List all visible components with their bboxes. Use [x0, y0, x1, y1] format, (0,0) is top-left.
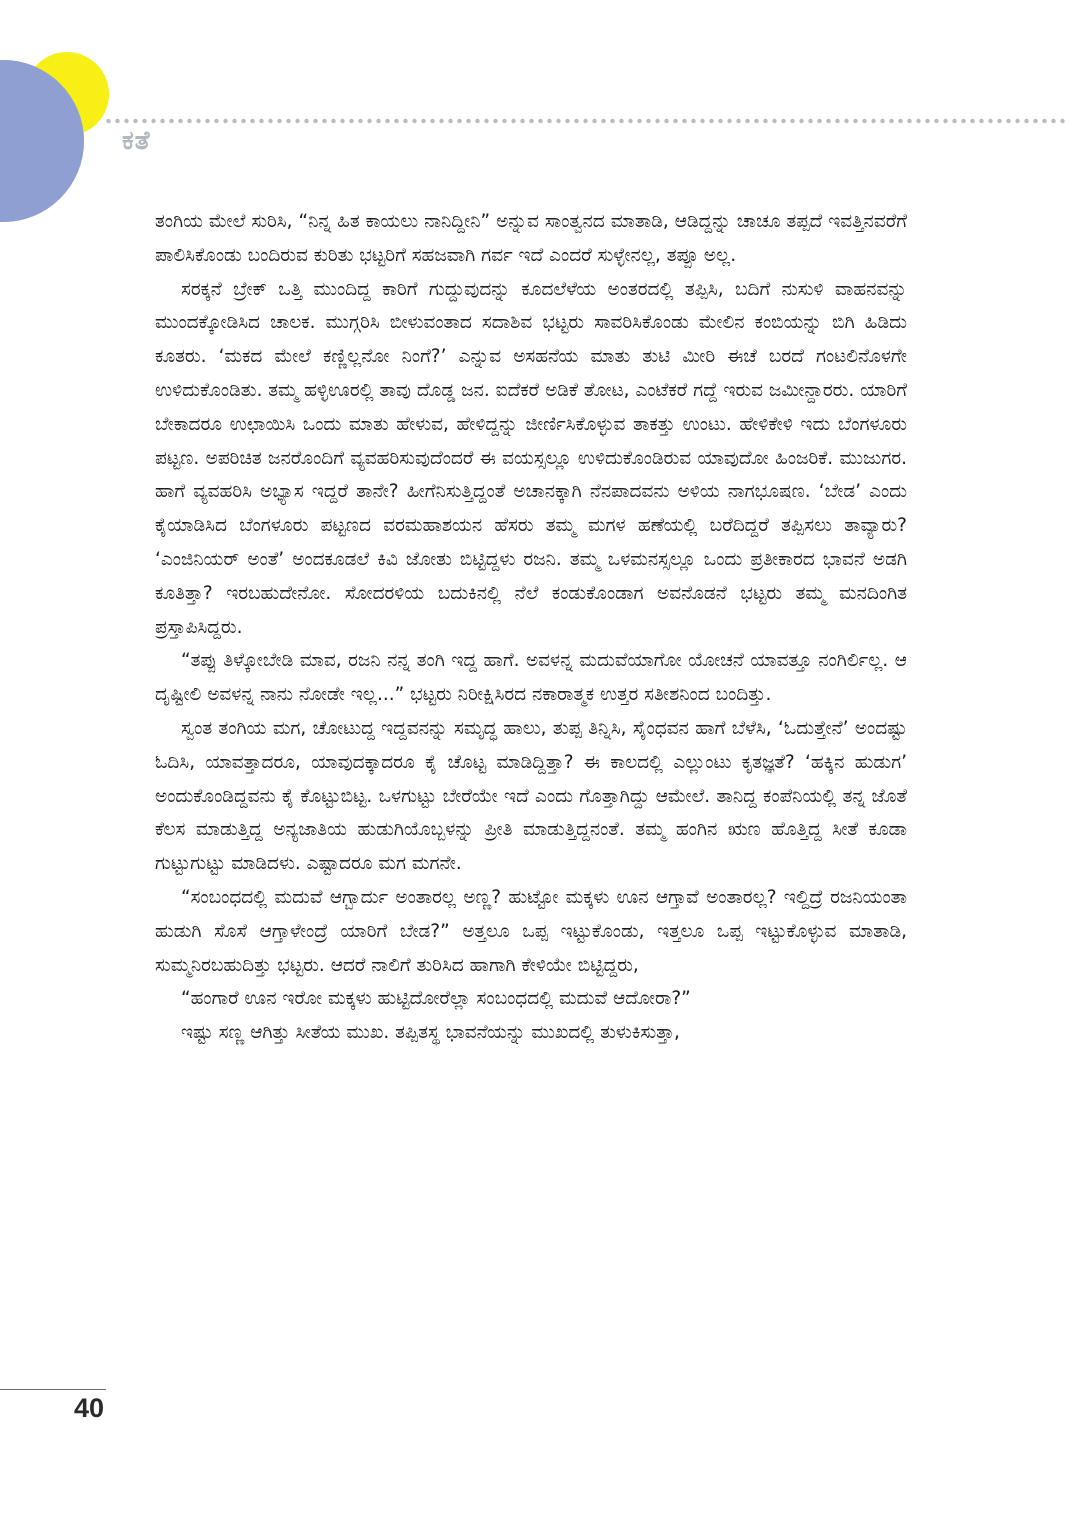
paragraph: “ಸಂಬಂಧದಲ್ಲಿ ಮದುವೆ ಆಗ್ಬಾರ್ದು ಅಂತಾರಲ್ಲ ಅಣ್ಣ? ಹುಟ್ಟೋ ಮಕ್ಕಳು ಊನ ಆಗ್ತಾವೆ ಅಂತಾರಲ್ಲ? ಇಲ್ದಿದ್ರೆ ರಜನಿಯಂತಾ ಹುಡುಗಿ ಸೊಸೆ ಆಗ್ತಾಳೇಂದ್ರೆ ಯಾರಿಗೆ ಬೇಡ?” ಅತ್ತಲೂ ಒಪ್ಪ ಇಟ್ಟುಕೊಂಡು, ಇತ್ತಲೂ ಒಪ್ಪ ಇಟ್ಟುಕೊಳ್ಳುವ ಮಾತಾಡಿ, ಸುಮ್ಮನಿರಬಹುದಿತ್ತು ಭಟ್ಟರು. ಆದರೆ ನಾಲಿಗೆ ತುರಿಸಿದ ಹಾಗಾಗಿ ಕೇಳಿಯೇ ಬಿಟ್ಟಿದ್ದರು,	[155, 886, 907, 976]
paragraph: “ತಪ್ಪು ತಿಳ್ಕೋಬೇಡಿ ಮಾವ, ರಜನಿ ನನ್ನ ತಂಗಿ ಇದ್ದ ಹಾಗೆ. ಅವಳನ್ನ ಮದುವೆಯಾಗೋ ಯೋಚನೆ ಯಾವತ್ತೂ ನಂಗಿರ್ಲಿಲ್ಲ. ಆ ದೃಷ್ಟೀಲಿ ಅವಳನ್ನ ನಾನು ನೋಡೇ ಇಲ್ಲ...” ಭಟ್ಟರು ನಿರೀಕ್ಷಿಸಿರದ ನಕಾರಾತ್ಮಕ ಉತ್ತರ ಸತೀಶನಿಂದ ಬಂದಿತ್ತು.	[155, 650, 907, 706]
footer-rule	[0, 1389, 106, 1390]
paragraph: ತಂಗಿಯ ಮೇಲೆ ಸುರಿಸಿ, “ನಿನ್ನ ಹಿತ ಕಾಯಲು ನಾನಿದ್ದೀನಿ” ಅನ್ನುವ ಸಾಂತ್ವನದ ಮಾತಾಡಿ, ಆಡಿದ್ದನ್ನು ಚಾಚೂ ತಪ್ಪದೆ ಇವತ್ತಿನವರೆಗೆ ಪಾಲಿಸಿಕೊಂಡು ಬಂದಿರುವ ಕುರಿತು ಭಟ್ಟರಿಗೆ ಸಹಜವಾಗಿ ಗರ್ವ ಇದೆ ಎಂದರೆ ಸುಳ್ಳೇನಲ್ಲ, ತಪ್ಪೂ ಅಲ್ಲ.	[155, 211, 907, 266]
page-number: 40	[74, 1393, 105, 1423]
paragraph: ಇಷ್ಟು ಸಣ್ಣ ಆಗಿತ್ತು ಸೀತೆಯ ಮುಖ. ತಪ್ಪಿತಸ್ಥ ಭಾವನೆಯನ್ನು ಮುಖದಲ್ಲಿ ತುಳುಕಿಸುತ್ತಾ,	[181, 1022, 680, 1044]
header-dotted-rule	[104, 118, 1066, 124]
paragraph: ಸರಕ್ಕನೆ ಬ್ರೇಕ್ ಒತ್ತಿ ಮುಂದಿದ್ದ ಕಾರಿಗೆ ಗುದ್ದುವುದನ್ನು ಕೂದಲೆಳೆಯ ಅಂತರದಲ್ಲಿ ತಪ್ಪಿಸಿ, ಬದಿಗೆ ನುಸುಳಿ ವಾಹನವನ್ನು ಮುಂದಕ್ಕೋಡಿಸಿದ ಚಾಲಕ. ಮುಗ್ಗರಿಸಿ ಬೀಳುವಂತಾದ ಸದಾಶಿವ ಭಟ್ಟರು ಸಾವರಿಸಿಕೊಂಡು ಮೇಲಿನ ಕಂಬಿಯನ್ನು ಬಿಗಿ ಹಿಡಿದು ಕೂತರು. ‘ಮಕದ ಮೇಲೆ ಕಣ್ಣಿಲ್ಲನೋ ನಿಂಗೆ?’ ಎನ್ನುವ ಅಸಹನೆಯ ಮಾತು ತುಟಿ ಮೀರಿ ಈಚೆ ಬರದೆ ಗಂಟಲಿನೊಳಗೇ ಉಳಿದುಕೊಂಡಿತು. ತಮ್ಮ ಹಳ್ಳಿಊರಲ್ಲಿ ತಾವು ದೊಡ್ಡ ಜನ. ಐದೆಕರೆ ಅಡಿಕೆ ತೋಟ, ಎಂಟೆಕರೆ ಗದ್ದೆ ಇರುವ ಜಮೀನ್ದಾರರು. ಯಾರಿಗೆ ಬೇಕಾದರೂ ಉಛಾಯಿಸಿ ಒಂದು ಮಾತು ಹೇಳುವ, ಹೇಳಿದ್ದನ್ನು ಜೀರ್ಣಿಸಿಕೊಳ್ಳುವ ತಾಕತ್ತು ಉಂಟು. ಹೇಳಿಕೇಳಿ ಇದು ಬೆಂಗಳೂರು ಪಟ್ಟಣ. ಅಪರಿಚಿತ ಜನರೊಂದಿಗೆ ವ್ಯವಹರಿಸುವುದೆಂದರೆ ಈ ವಯಸ್ಸಲ್ಲೂ ಉಳಿದುಕೊಂಡಿರುವ ಯಾವುದೋ ಹಿಂಜರಿಕೆ. ಮುಜುಗರ. ಹಾಗೆ ವ್ಯವಹರಿಸಿ ಅಭ್ಯಾಸ ಇದ್ದರೆ ತಾನೇ? ಹೀಗೆನಿಸುತ್ತಿದ್ದಂತೆ ಅಚಾನಕ್ಕಾಗಿ ನೆನಪಾದವನು ಅಳಿಯ ನಾಗಭೂಷಣ. ‘ಬೇಡ’ ಎಂದು ಕೈಯಾಡಿಸಿದ ಬೆಂಗಳೂರು ಪಟ್ಟಣದ ವರಮಹಾಶಯನ ಹೆಸರು ತಮ್ಮ ಮಗಳ ಹಣೆಯಲ್ಲಿ ಬರೆದಿದ್ದರೆ ತಪ್ಪಿಸಲು ತಾವ್ಯಾರು? ‘ಎಂಜಿನಿಯರ್ ಅಂತೆ’ ಅಂದಕೂಡಲೆ ಕಿವಿ ಜೋತು ಬಿಟ್ಟಿದ್ದಳು ರಜನಿ. ತಮ್ಮ ಒಳಮನಸ್ಸಲ್ಲೂ ಒಂದು ಪ್ರತೀಕಾರದ ಭಾವನೆ ಅಡಗಿ ಕೂತಿತ್ತಾ? ಇರಬಹುದೇನೋ. ಸೋದರಳಿಯ ಬದುಕಿನಲ್ಲಿ ನೆಲೆ ಕಂಡುಕೊಂಡಾಗ ಅವನೊಡನೆ ಭಟ್ಟರು ತಮ್ಮ ಮನದಿಂಗಿತ ಪ್ರಸ್ತಾಪಿಸಿದ್ದರು.	[155, 278, 907, 638]
section-label: ಕತೆ	[122, 126, 151, 156]
story-body	[155, 205, 907, 1050]
paragraph: “ಹಂಗಾರೆ ಊನ ಇರೋ ಮಕ್ಕಳು ಹುಟ್ಟಿದೋರೆಲ್ಲಾ ಸಂಬಂಧದಲ್ಲಿ ಮದುವೆ ಆದೋರಾ?”	[181, 988, 691, 1010]
paragraph: ಸ್ವಂತ ತಂಗಿಯ ಮಗ, ಚೋಟುದ್ದ ಇದ್ದವನನ್ನು ಸಮೃದ್ಧ ಹಾಲು, ತುಪ್ಪ ತಿನ್ನಿಸಿ, ಸೈಂಧವನ ಹಾಗೆ ಬೆಳೆಸಿ, ‘ಓದುತ್ತೇನೆ’ ಅಂದಷ್ಟು ಓದಿಸಿ, ಯಾವತ್ತಾದರೂ, ಯಾವುದಕ್ಕಾದರೂ ಕೈ ಚೊಟ್ಟ ಮಾಡಿದ್ದಿತ್ತಾ? ಈ ಕಾಲದಲ್ಲಿ ಎಲ್ಲುಂಟು ಕೃತಜ್ಞತೆ? ‘ಹಕ್ಕಿನ ಹುಡುಗ’ ಅಂದುಕೊಂಡಿದ್ದವನು ಕೈ ಕೊಟ್ಟುಬಿಟ್ಟ. ಒಳಗುಟ್ಟು ಬೇರೆಯೇ ಇದೆ ಎಂದು ಗೊತ್ತಾಗಿದ್ದು ಆಮೇಲೆ. ತಾನಿದ್ದ ಕಂಪೆನಿಯಲ್ಲಿ ತನ್ನ ಜೊತೆ ಕೆಲಸ ಮಾಡುತ್ತಿದ್ದ ಅನ್ಯಜಾತಿಯ ಹುಡುಗಿಯೊಬ್ಬಳನ್ನು ಪ್ರೀತಿ ಮಾಡುತ್ತಿದ್ದನಂತೆ. ತಮ್ಮ ಹಂಗಿನ ಋಣ ಹೊತ್ತಿದ್ದ ಸೀತೆ ಕೂಡಾ ಗುಟ್ಟುಗುಟ್ಟು ಮಾಡಿದಳು. ಎಷ್ಟಾದರೂ ಮಗ ಮಗನೇ.	[155, 717, 907, 875]
